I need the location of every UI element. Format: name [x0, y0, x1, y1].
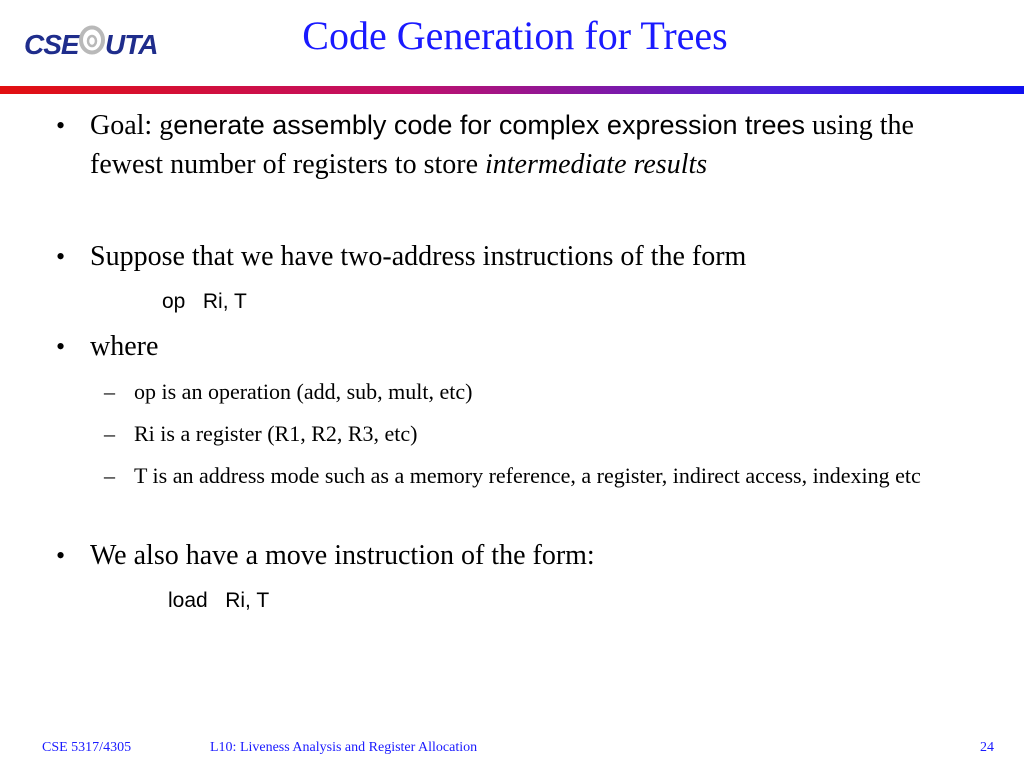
- bullet-marker: •: [56, 332, 66, 361]
- subbullet-ri: [104, 417, 934, 450]
- logo-at-ring-icon: [79, 25, 105, 55]
- bullet-marker: •: [56, 111, 66, 140]
- move-text: We also have a move instruction of the form:: [90, 540, 595, 571]
- code-load-form: load Ri, T: [168, 589, 270, 612]
- dash-marker: –: [104, 379, 115, 404]
- subbullet-op-text: op is an operation (add, sub, mult, etc): [134, 379, 473, 404]
- bullet-marker: •: [56, 541, 66, 570]
- dash-marker: –: [104, 463, 115, 488]
- goal-prefix: Goal: g: [90, 110, 174, 141]
- bullet-move: [56, 536, 980, 575]
- logo-uta-text: UTA: [105, 29, 158, 60]
- footer-course: CSE 5317/4305: [42, 740, 132, 755]
- goal-middle-text: using the fewest number of registers to store: [90, 110, 914, 180]
- goal-sans-text: enerate assembly code for complex expression trees: [173, 110, 806, 140]
- subbullet-ri-text: Ri is a register (R1, R2, R3, etc): [134, 421, 418, 446]
- footer-page-number: 24: [980, 740, 994, 755]
- subbullet-t-text: T is an address mode such as a memory reference, a register, indirect access, indexing etc: [134, 463, 921, 488]
- two-address-text: Suppose that we have two-address instructions of the form: [90, 241, 747, 272]
- subbullet-op: [104, 375, 934, 408]
- goal-italic-text: intermediate results: [485, 149, 708, 180]
- slide-title: Code Generation for Trees: [302, 13, 728, 58]
- bullet-where: [56, 327, 980, 366]
- where-text: where: [90, 331, 159, 362]
- bullet-goal: [56, 106, 980, 184]
- logo-cse-text: CSE: [24, 29, 79, 60]
- dash-marker: –: [104, 421, 115, 446]
- title-gradient-bar: [0, 86, 1024, 94]
- footer-lecture: L10: Liveness Analysis and Register Allocation: [210, 740, 478, 755]
- code-op-form: op Ri, T: [162, 290, 247, 313]
- bullet-marker: •: [56, 242, 66, 271]
- bullet-two-address: [56, 237, 980, 276]
- subbullet-t: [104, 459, 934, 492]
- cse-uta-logo: [24, 22, 164, 68]
